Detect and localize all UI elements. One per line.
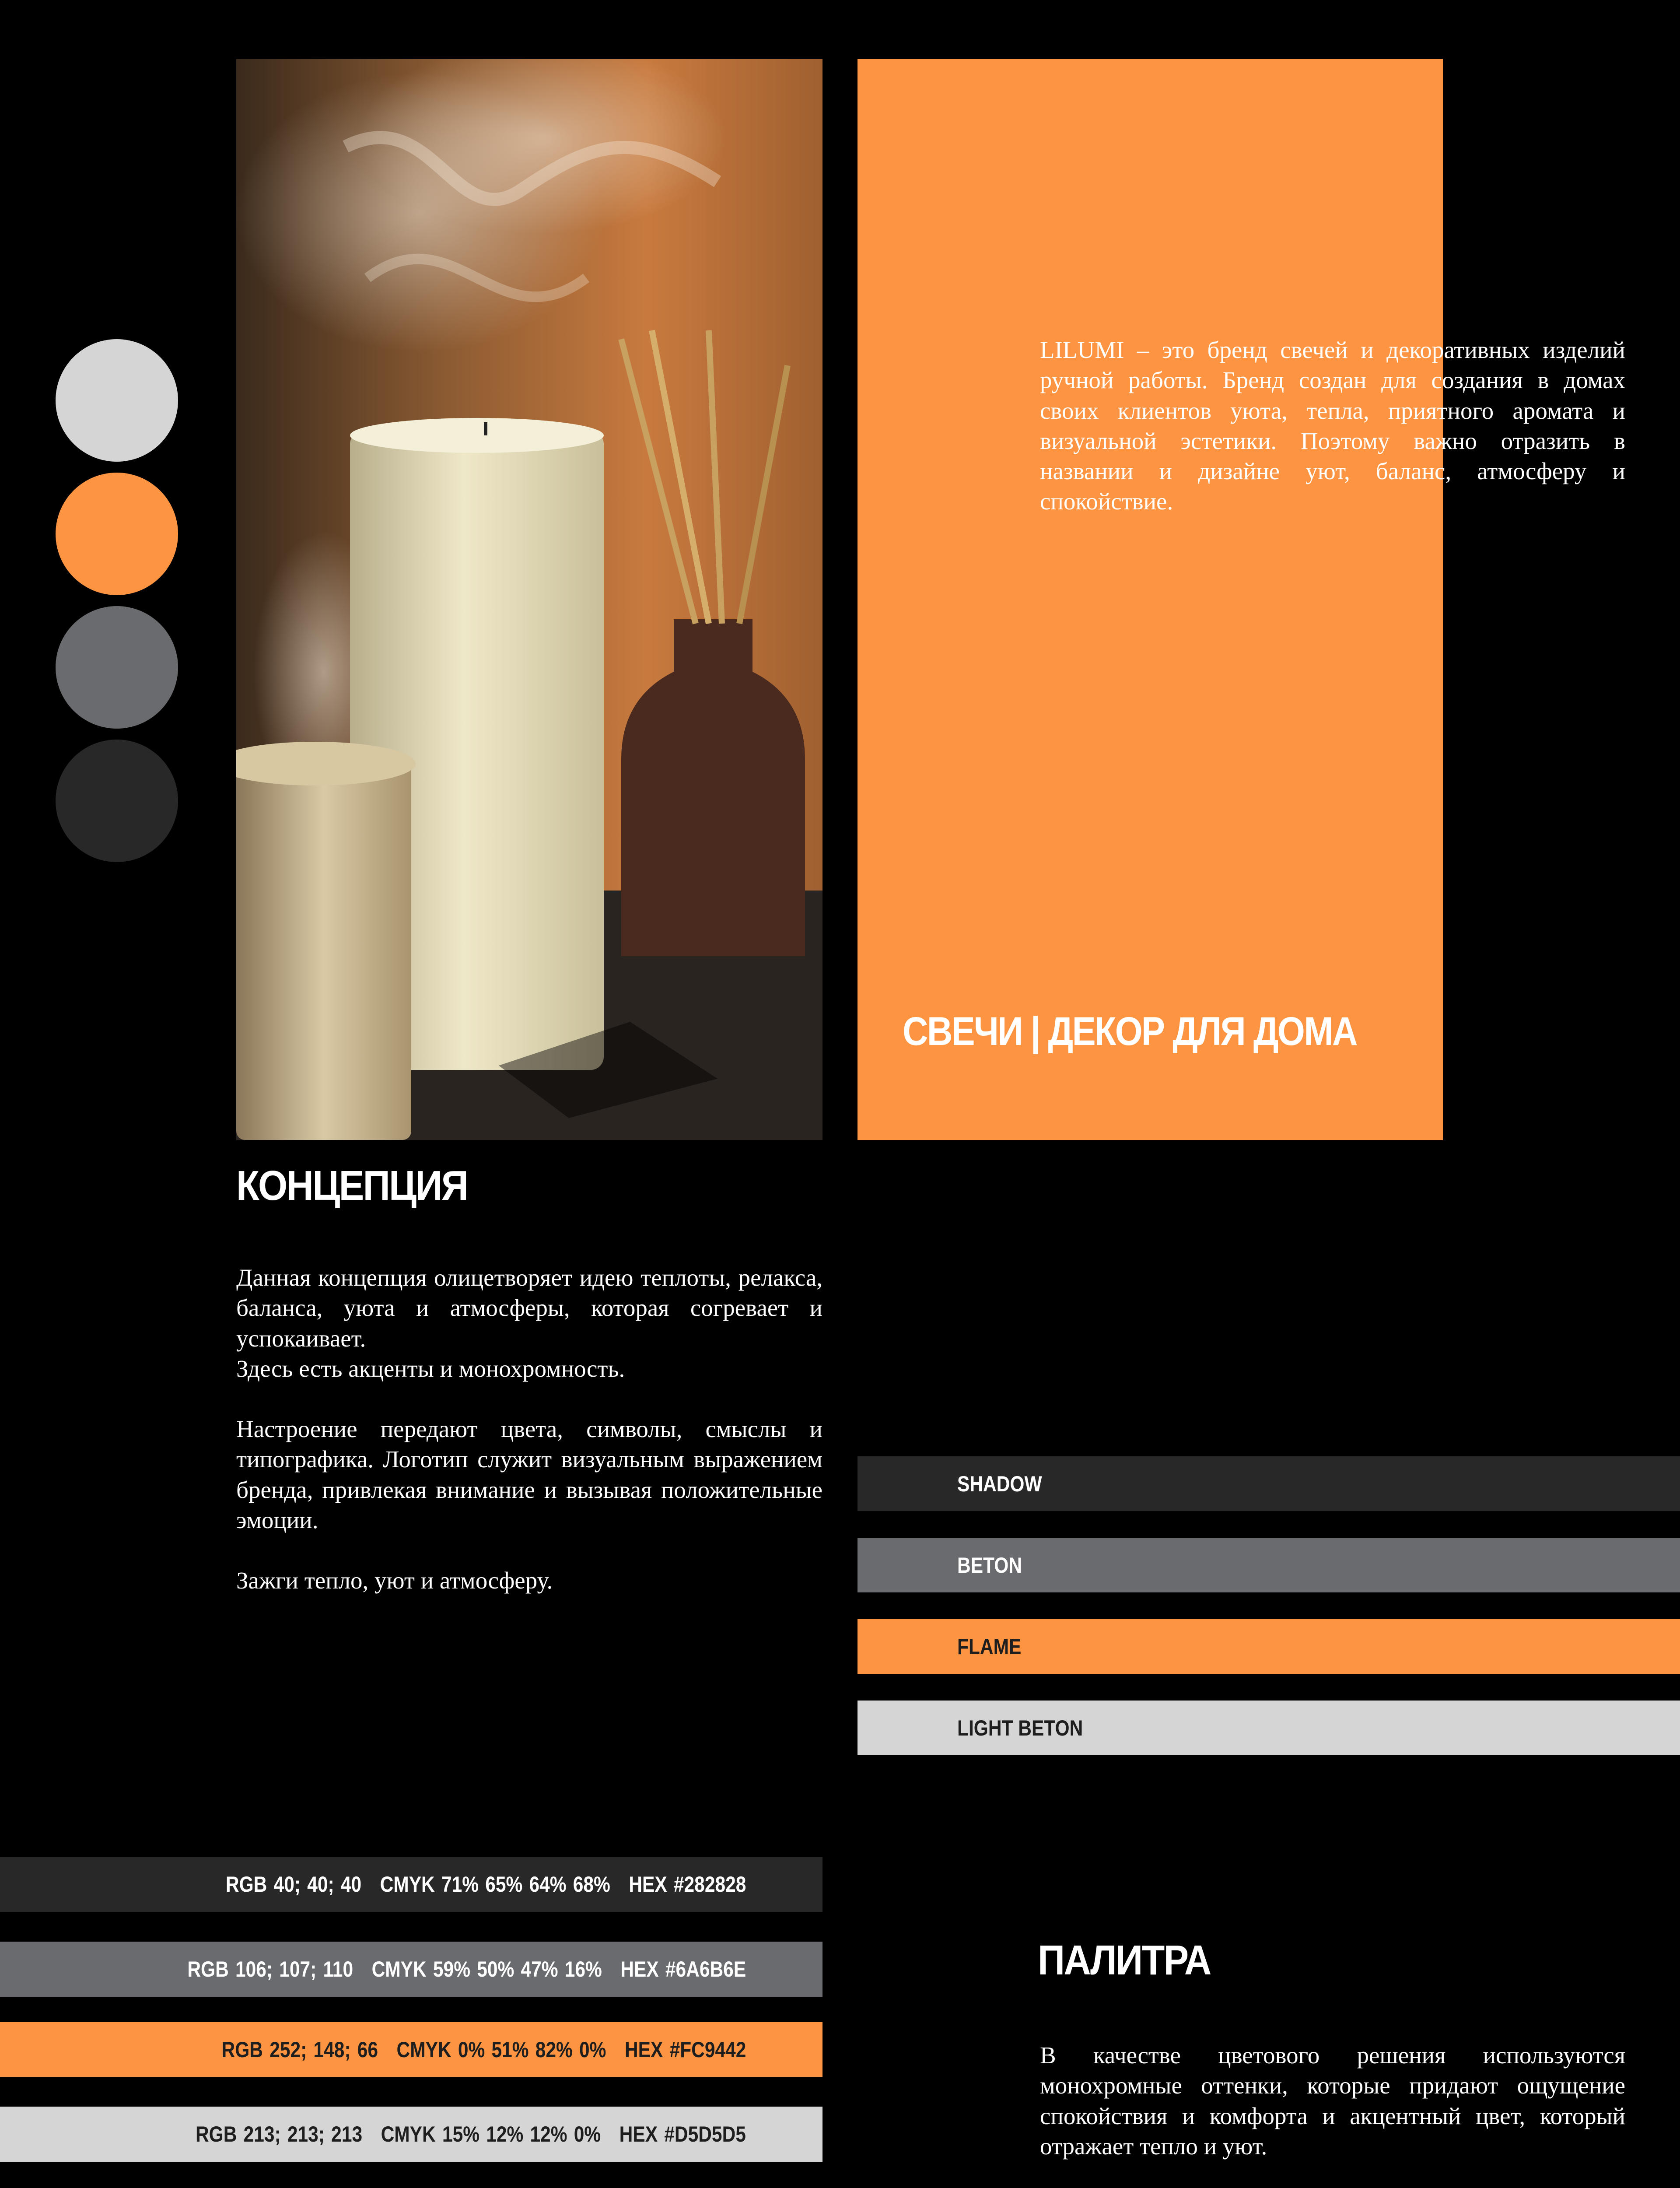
concept-title: КОНЦЕПЦИЯ (236, 1162, 468, 1209)
concept-paragraph-3: Зажги тепло, уют и атмосферу. (236, 1567, 553, 1594)
rgb-value: RGB 40; 40; 40 (225, 1872, 361, 1897)
color-spec-flame (0, 2022, 822, 2077)
cmyk-value: CMYK 0% 51% 82% 0% (396, 2037, 606, 2062)
cmyk-value: CMYK 15% 12% 12% 0% (381, 2122, 601, 2146)
brand-description: LILUMI – это бренд свечей и декоративных изделий ручной работы. Бренд создан для создания в домах своих клиентов уюта, тепла, приятного аромата и визуальной эстетики. Поэтому важно отразить в названии и дизайне уют, баланс, атмосферу и спокойствие. (1040, 337, 1625, 515)
color-bar-flame (858, 1619, 1680, 1674)
swatch-beton (56, 606, 178, 729)
hex-value: HEX #D5D5D5 (619, 2122, 746, 2146)
hex-value: HEX #6A6B6E (620, 1957, 746, 1981)
color-spec-shadow (0, 1857, 822, 1912)
color-bar-label: SHADOW (957, 1471, 1042, 1496)
palette-title: ПАЛИТРА (1038, 1937, 1211, 1984)
swatch-shadow (56, 740, 178, 862)
color-spec-light-beton (0, 2107, 822, 2162)
color-bar-shadow (858, 1456, 1680, 1511)
color-bar-beton (858, 1538, 1680, 1592)
concept-text (236, 1262, 822, 1596)
brand-tagline: СВЕЧИ | ДЕКОР ДЛЯ ДОМА (903, 1009, 1357, 1054)
rgb-value: RGB 213; 213; 213 (196, 2122, 363, 2146)
concept-paragraph-1: Данная концепция олицетворяет идею теплоты, релакса, баланса, уюта и атмосферы, которая согревает и успокаивает. Здесь есть акценты и монохромность. (236, 1264, 822, 1382)
palette-text (1040, 2040, 1625, 2188)
color-bar-light-beton (858, 1701, 1680, 1755)
color-bar-label: FLAME (957, 1634, 1022, 1659)
color-bar-label: LIGHT BETON (957, 1715, 1083, 1740)
cmyk-value: CMYK 59% 50% 47% 16% (371, 1957, 602, 1981)
swatch-flame (56, 473, 178, 595)
color-spec-beton (0, 1942, 822, 1997)
color-bar-label: BETON (957, 1553, 1022, 1578)
palette-paragraph-1: В качестве цветового решения используются монохромные оттенки, которые придают ощущение спокойствия и комфорта и акцентный цвет, который отражает тепло и уют. (1040, 2042, 1625, 2160)
rgb-value: RGB 106; 107; 110 (187, 1957, 353, 1981)
candle-photo (236, 59, 822, 1140)
concept-paragraph-2: Настроение передают цвета, символы, смыслы и типографика. Логотип служит визуальным выражением бренда, привлекая внимание и вызывая положительные эмоции. (236, 1416, 822, 1534)
cmyk-value: CMYK 71% 65% 64% 68% (380, 1872, 610, 1897)
swatch-light-beton (56, 339, 178, 462)
hex-value: HEX #FC9442 (624, 2037, 746, 2062)
hex-value: HEX #282828 (628, 1872, 746, 1897)
rgb-value: RGB 252; 148; 66 (221, 2037, 378, 2062)
brand-block (858, 59, 1443, 1140)
